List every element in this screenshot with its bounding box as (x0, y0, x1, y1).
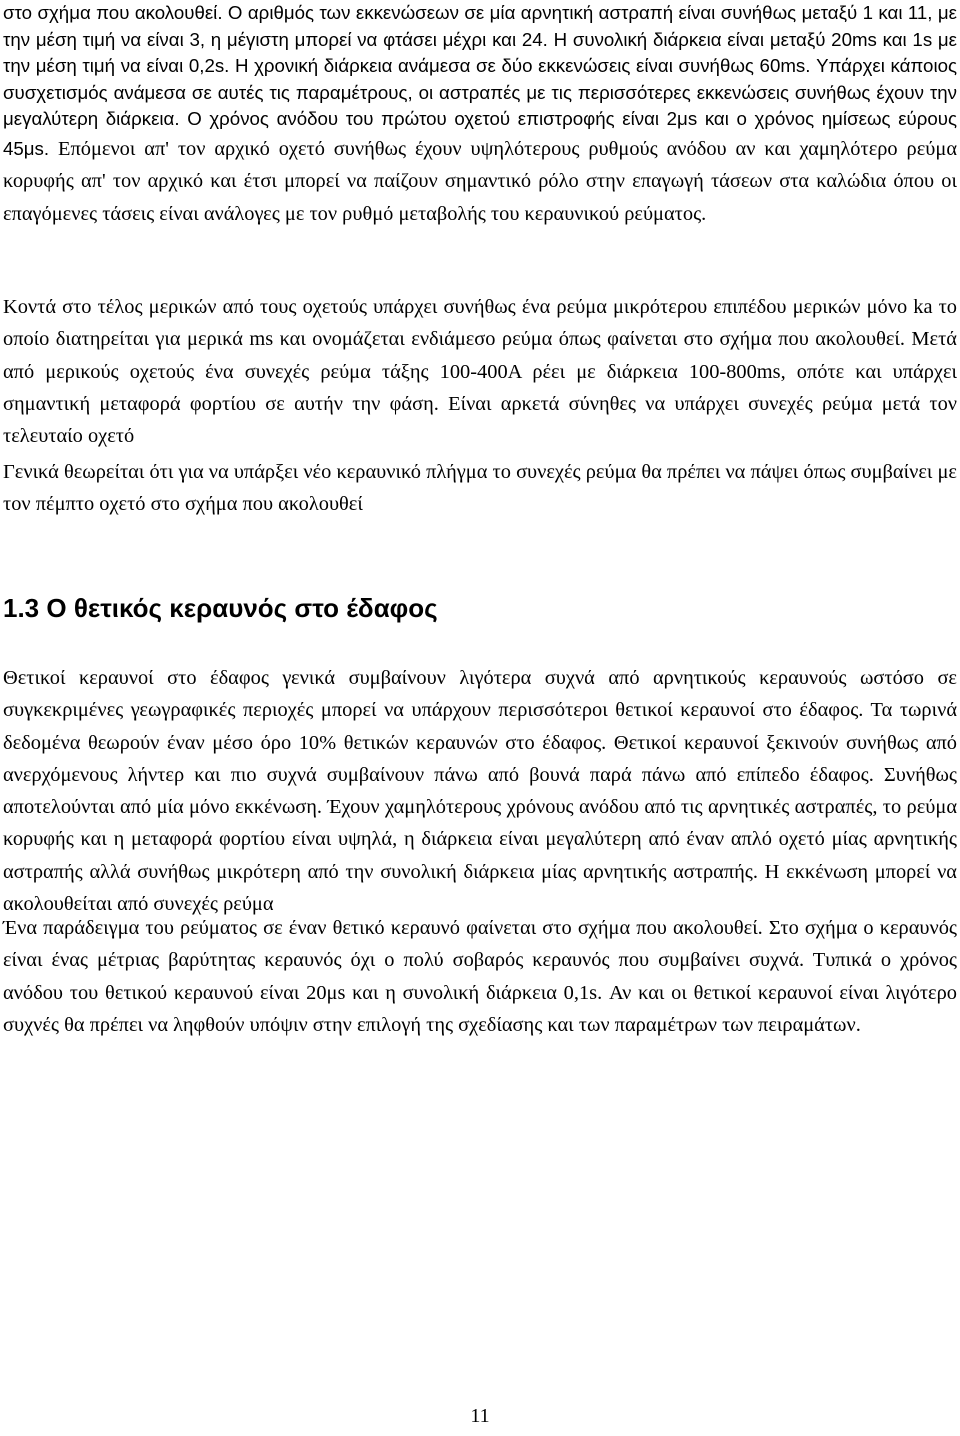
paragraph-negative-lightning-parameters (3, 0, 957, 230)
section-heading: 1.3 Ο θετικός κεραυνός στο έδαφος (3, 593, 438, 623)
paragraph-serif-run: Επόμενοι απ' τον αρχικό οχετό συνήθως έχουν υψηλότερους ρυθμούς ανόδου αν και χαμηλότερο ρεύμα κορυφής απ' τον αρχικό και έτσι μπορεί να παίζουν σημαντικό ρόλο στην επαγωγή τάσεων στα καλώδια όπου οι επαγόμενες τάσεις είναι ανάλογες με τον ρυθμό μεταβολής του κεραυνικού ρεύματος. (3, 137, 957, 225)
paragraph-new-stroke-condition: Γενικά θεωρείται ότι για να υπάρξει νέο κεραυνικό πλήγμα το συνεχές ρεύμα θα πρέπει να πάψει όπως συμβαίνει με τον πέμπτο οχετό στο σχήμα που ακολουθεί (3, 461, 957, 516)
paragraph-positive-lightning: Θετικοί κεραυνοί στο έδαφος γενικά συμβαίνουν λιγότερα συχνά από αρνητικούς κεραυνούς ωστόσο σε συγκεκριμένες γεωγραφικές περιοχές μπορεί να υπάρχουν περισσότεροι θετικοί κεραυνοί στο έδαφος. Τα τωρινά δεδομένα θεωρούν έναν μέσο όρο 10% θετικών κεραυνών στο έδαφος. Θετικοί κεραυνοί ξεκινούν συνήθως από ανερχόμενους λήντερ και πιο συχνά συμβαίνουν πάνω από βουνά παρά πάνω από επίπεδο έδαφος. Συνήθως αποτελούνται από μία μόνο εκκένωση. Έχουν χαμηλότερους χρόνους ανόδου από τις αρνητικές αστραπές, το ρεύμα κορυφής και η μεταφορά φορτίου είναι υψηλά, η διάρκεια είναι μεγαλύτερη από έναν απλό οχετό μίας αρνητικής αστραπής αλλά συνήθως μικρότερη από την συνολική διάρκεια μίας αρνητικής αστραπής. Η εκκένωση μπορεί να ακολουθείται από συνεχές ρεύμα (3, 667, 957, 916)
paragraph-positive-current-example: Ένα παράδειγμα του ρεύματος σε έναν θετικό κεραυνό φαίνεται στο σχήμα που ακολουθεί. Στο σχήμα ο κεραυνός είναι ένας μέτριας βαρύτητας κεραυνός όχι ο πολύ σοβαρός κεραυνός που συμβαίνει συχνά. Τυπικά ο χρόνος ανόδου του θετικού κεραυνού είναι 20μs και η συνολική διάρκεια 0,1s. Αν και οι θετικοί κεραυνοί είναι λιγότερο συχνές θα πρέπει να ληφθούν υπόψιν στην επιλογή της σχεδίασης και των παραμέτρων των πειραμάτων. (3, 917, 957, 1036)
page-number: 11 (470, 1405, 490, 1427)
paragraph-serif-run: Κοντά στο τέλος μερικών από τους οχετούς υπάρχει συνήθως ένα ρεύμα μικρότερου επιπέδου μερικών μόνο ka το οποίο διατηρείται για μερικά ms και ονομάζεται ενδιάμεσο ρεύμα όπως φαίνεται στο σχήμα που ακολουθεί. Μετά από μερικούς οχετούς ένα συνεχές ρεύμα τάξης 100-400A ρέει με διάρκεια 100-800ms, οπότε και υπάρχει σημαντική μεταφορά φορτίου σε αυτήν την φάση. (3, 296, 957, 415)
paragraph-intermediate-current (3, 291, 957, 452)
paragraph-serif-run: Είναι αρκετά σύνηθες να υπάρχει συνεχές ρεύμα μετά τον τελευταίο οχετό (3, 392, 957, 448)
paragraph-sans-run: στο σχήμα που ακολουθεί. Ο αριθμός των εκκενώσεων σε μία αρνητική αστραπή είναι συνήθως μεταξύ 1 και 11, με την μέση τιμή να είναι 3, η μέγιστη μπορεί να φτάσει μέχρι και 24. Η συνολική διάρκεια είναι μεταξύ 20ms και 1s με την μέση τιμή να είναι 0,2s. Η χρονική διάρκεια ανάμεσα σε δύο εκκενώσεις είναι συνήθως 60ms. Υπάρχει κάποιος συσχετισμός ανάμεσα σε αυτές τις παραμέτρους, οι αστραπές με τις περισσότερες εκκενώσεις συνήθως έχουν την μεγαλύτερη διάρκεια. Ο χρόνος ανόδου του πρώτου οχετού επιστροφής είναι 2μs και ο χρόνος ημίσεως εύρους 45μs. (3, 2, 957, 159)
